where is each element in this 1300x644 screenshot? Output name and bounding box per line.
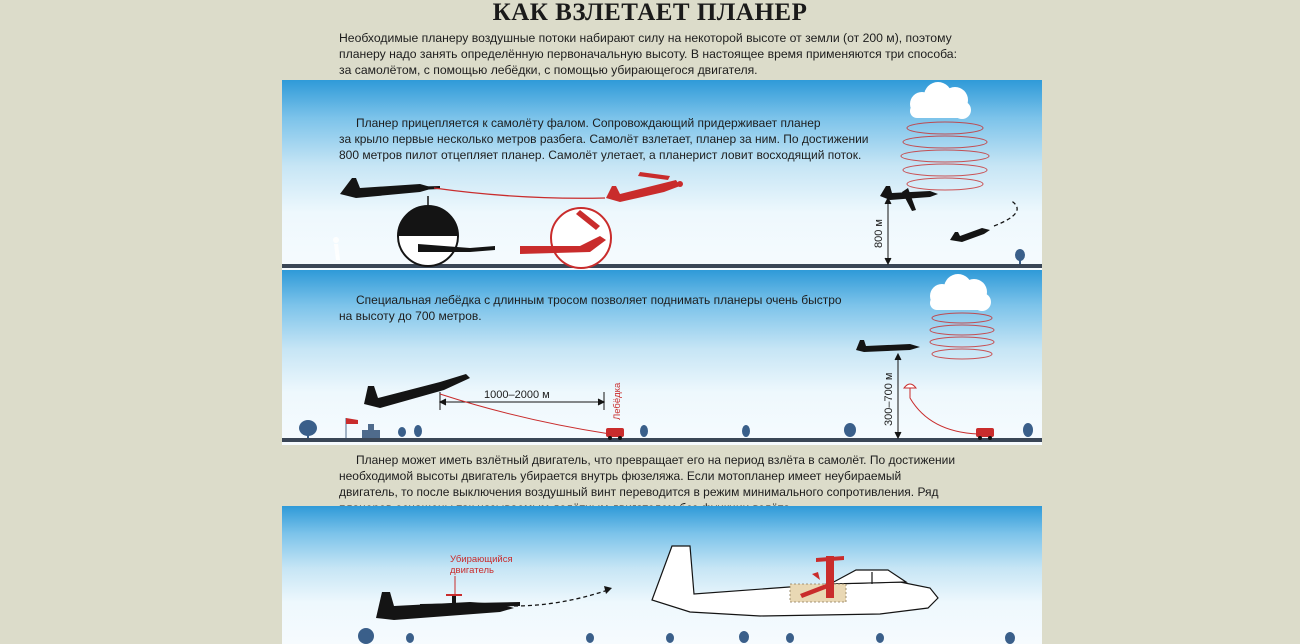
winch-line: на высоту до 700 метров.: [339, 309, 482, 323]
engine-label: Убирающийся: [450, 554, 513, 565]
aerotow-line: 800 метров пилот отцепляет планер. Самолёт улетает, а планерист ловит восходящий поток.: [339, 148, 862, 162]
intro-line: за самолётом, с помощью лебёдки, с помощью убирающегося двигателя.: [339, 63, 758, 77]
motorglider-line: необходимой высоты двигатель убирается внутрь фюзеляжа. Если мотопланер имеет неубираемый: [339, 469, 902, 483]
engine-label: двигатель: [450, 565, 494, 576]
arrow-head: [604, 586, 612, 594]
transition-arrow: [514, 590, 608, 606]
motor-glider-silhouette: [376, 592, 520, 620]
engine-bay: [790, 556, 846, 602]
aerotow-line: за крыло первые несколько метров разбега. Самолёт взлетает, планер за ним. По достижении: [339, 132, 869, 146]
distance-label: 1000–2000 м: [484, 389, 550, 401]
motorglider-line: Планер может иметь взлётный двигатель, что превращает его на период взлёта в самолёт. По достижении: [356, 453, 956, 467]
motor-glider-outline: [652, 546, 938, 616]
page-title: КАК ВЗЛЕТАЕТ ПЛАНЕР: [492, 0, 808, 26]
motorglider-line: двигатель, то после выключения воздушный винт переводится в режим минимального сопротивления. Ряд: [339, 485, 939, 499]
aerotow-line: Планер прицепляется к самолёту фалом. Сопровождающий придерживает планер: [356, 116, 821, 130]
altitude-label: 300–700 м: [883, 372, 895, 426]
tree-icon: [358, 628, 1015, 644]
altitude-label: 800 м: [873, 219, 885, 248]
intro-line: Необходимые планеру воздушные потоки набирают силу на некоторой высоте от земли (от 200 м), поэтому: [339, 31, 952, 45]
winch-label: Лебёдка: [612, 382, 623, 420]
intro-line: планеру надо занять определённую первоначальную высоту. В настоящее время применяются три способа:: [339, 47, 957, 61]
winch-line: Специальная лебёдка с длинным тросом позволяет поднимать планеры очень быстро: [356, 293, 842, 307]
